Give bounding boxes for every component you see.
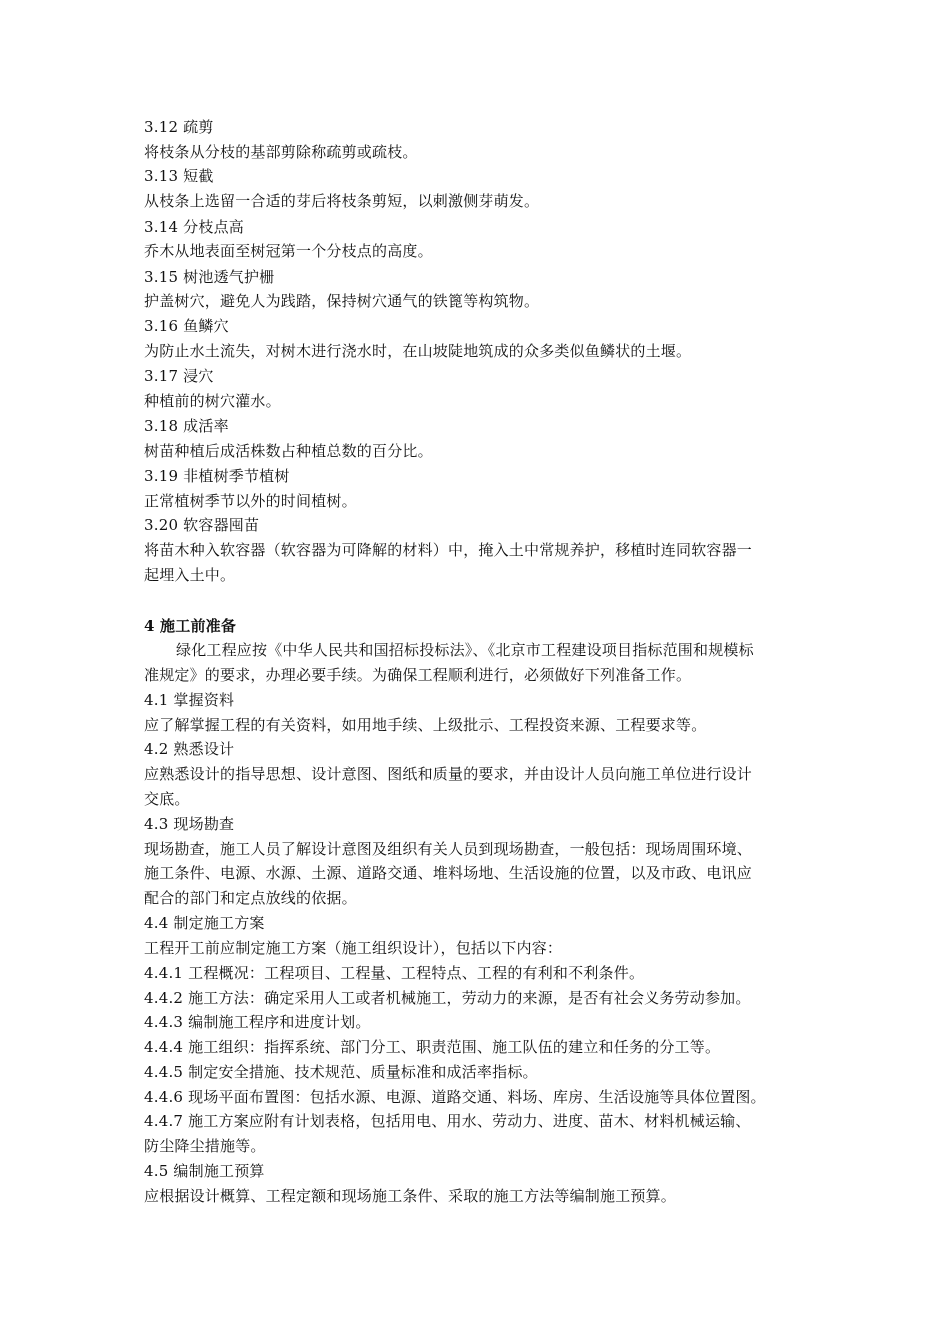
term-heading: 3.17 浸穴 <box>144 367 214 385</box>
term-heading: 3.18 成活率 <box>144 417 229 435</box>
subsection-heading: 4.1 掌握资料 <box>144 691 235 709</box>
paragraph-line: 应根据设计概算、工程定额和现场施工条件、采取的施工方法等编制施工预算。 <box>144 1187 677 1205</box>
term-heading: 3.12 疏剪 <box>144 118 214 136</box>
list-item: 防尘降尘措施等。 <box>144 1137 266 1155</box>
term-heading: 3.15 树池透气护栅 <box>144 268 275 286</box>
paragraph-line: 准规定》的要求，办理必要手续。为确保工程顺利进行，必须做好下列准备工作。 <box>144 666 692 684</box>
term-definition: 为防止水土流失，对树木进行浇水时，在山坡陡地筑成的众多类似鱼鳞状的土堰。 <box>144 342 692 360</box>
paragraph-line: 配合的部门和定点放线的依据。 <box>144 889 357 907</box>
subsection-heading: 4.3 现场勘查 <box>144 815 235 833</box>
term-heading: 3.16 鱼鳞穴 <box>144 317 229 335</box>
paragraph-line: 交底。 <box>144 790 190 808</box>
term-definition: 将苗木种入软容器（软容器为可降解的材料）中，掩入土中常规养护，移植时连同软容器一 <box>144 541 753 559</box>
list-item: 4.4.5 制定安全措施、技术规范、质量标准和成活率指标。 <box>144 1063 538 1081</box>
subsection-heading: 4.4 制定施工方案 <box>144 914 265 932</box>
term-definition: 正常植树季节以外的时间植树。 <box>144 492 357 510</box>
term-definition: 种植前的树穴灌水。 <box>144 392 281 410</box>
subsection-heading: 4.2 熟悉设计 <box>144 740 235 758</box>
section-heading: 4 施工前准备 <box>144 617 237 635</box>
paragraph-line: 应熟悉设计的指导思想、设计意图、图纸和质量的要求，并由设计人员向施工单位进行设计 <box>144 765 753 783</box>
term-definition: 树苗种植后成活株数占种植总数的百分比。 <box>144 442 433 460</box>
term-definition: 护盖树穴，避免人为践踏，保持树穴通气的铁篦等构筑物。 <box>144 292 540 310</box>
subsection-heading: 4.5 编制施工预算 <box>144 1162 265 1180</box>
paragraph-line: 工程开工前应制定施工方案（施工组织设计），包括以下内容： <box>144 939 563 957</box>
list-item: 4.4.7 施工方案应附有计划表格，包括用电、用水、劳动力、进度、苗木、材料机械运输、 <box>144 1112 751 1130</box>
list-item: 4.4.1 工程概况：工程项目、工程量、工程特点、工程的有利和不利条件。 <box>144 964 645 982</box>
term-definition: 从枝条上选留一合适的芽后将枝条剪短，以刺激侧芽萌发。 <box>144 192 540 210</box>
paragraph-line: 绿化工程应按《中华人民共和国招标投标法》、《北京市工程建设项目指标范围和规模标 <box>176 641 754 659</box>
term-definition: 将枝条从分枝的基部剪除称疏剪或疏枝。 <box>144 143 418 161</box>
list-item: 4.4.2 施工方法：确定采用人工或者机械施工，劳动力的来源，是否有社会义务劳动参加。 <box>144 989 751 1007</box>
paragraph-line: 施工条件、电源、水源、土源、道路交通、堆料场地、生活设施的位置，以及市政、电讯应 <box>144 864 753 882</box>
term-heading: 3.14 分枝点高 <box>144 218 244 236</box>
term-definition: 起埋入土中。 <box>144 566 236 584</box>
paragraph-line: 现场勘查，施工人员了解设计意图及组织有关人员到现场勘查，一般包括：现场周围环境、 <box>144 840 753 858</box>
list-item: 4.4.4 施工组织：指挥系统、部门分工、职责范围、施工队伍的建立和任务的分工等。 <box>144 1038 721 1056</box>
list-item: 4.4.6 现场平面布置图：包括水源、电源、道路交通、料场、库房、生活设施等具体位置图。 <box>144 1088 766 1106</box>
term-definition: 乔木从地表面至树冠第一个分枝点的高度。 <box>144 242 433 260</box>
paragraph-line: 应了解掌握工程的有关资料，如用地手续、上级批示、工程投资来源、工程要求等。 <box>144 716 707 734</box>
term-heading: 3.19 非植树季节植树 <box>144 467 290 485</box>
list-item: 4.4.3 编制施工程序和进度计划。 <box>144 1013 371 1031</box>
term-heading: 3.20 软容器囤苗 <box>144 516 260 534</box>
term-heading: 3.13 短截 <box>144 167 214 185</box>
